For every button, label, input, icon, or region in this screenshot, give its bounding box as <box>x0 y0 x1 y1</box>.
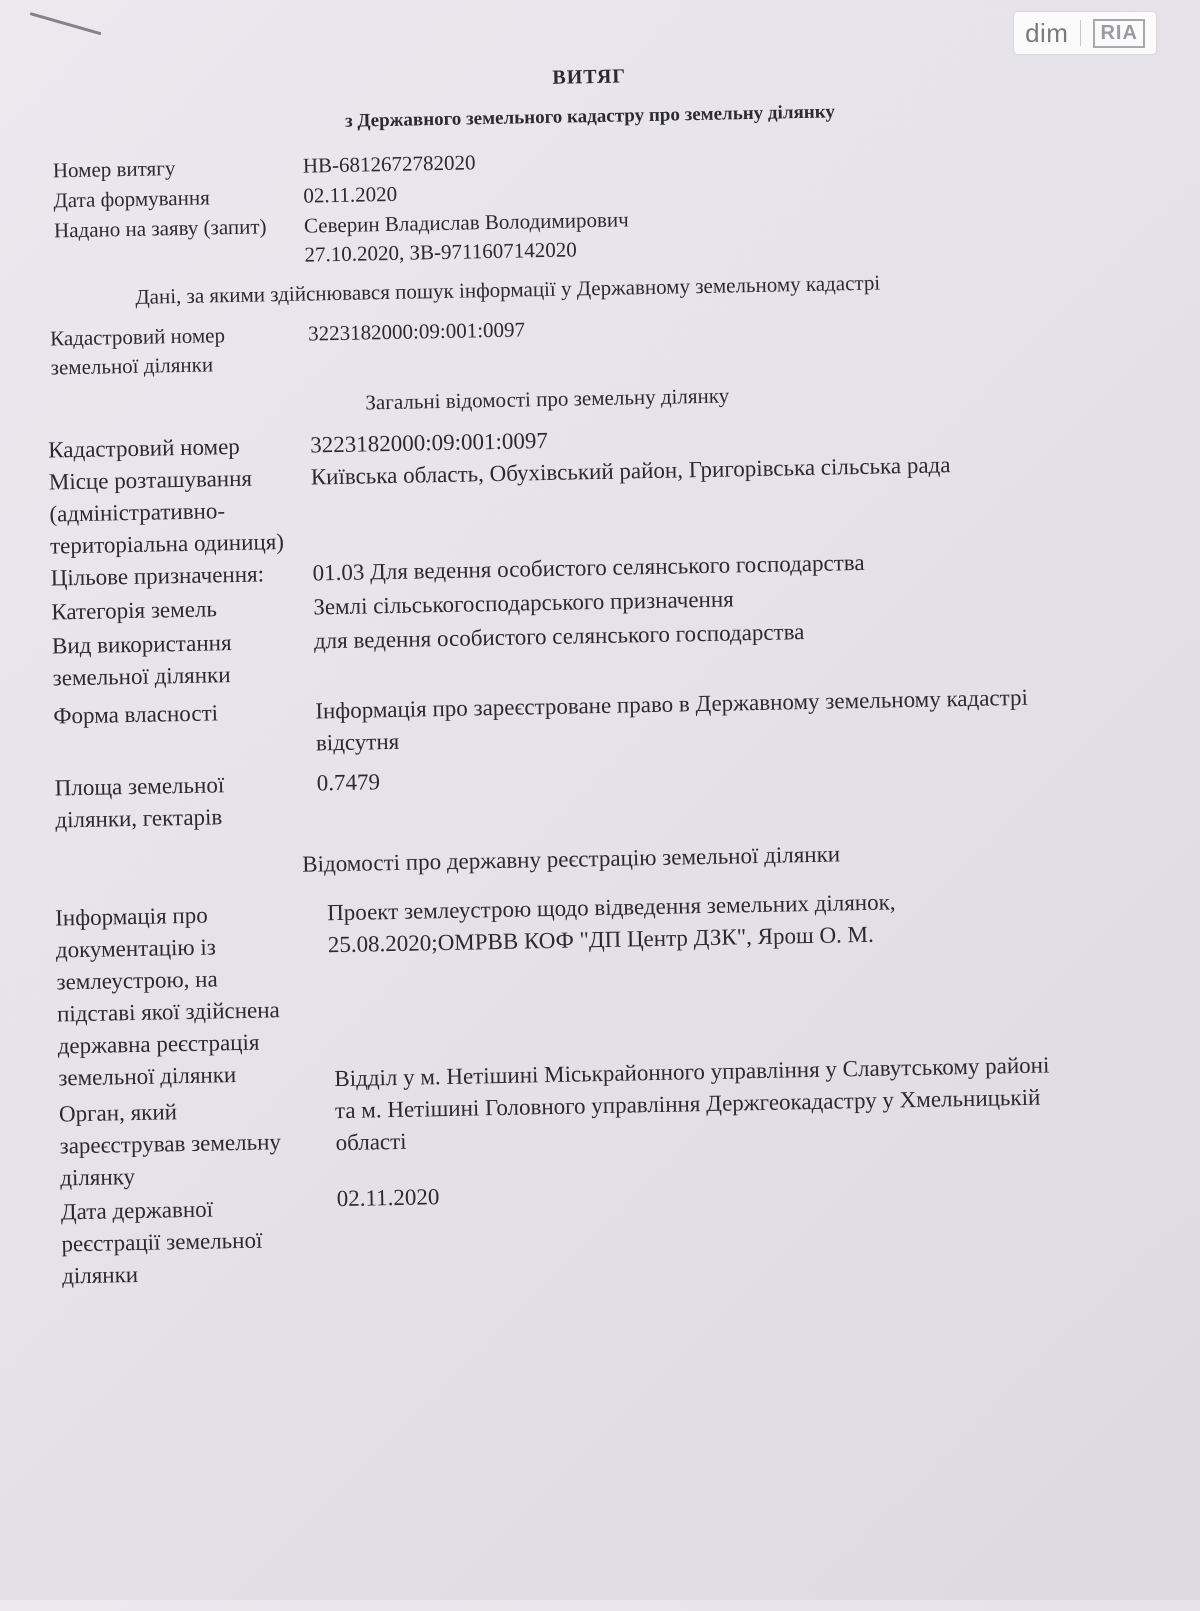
document-title: ВИТЯГ <box>552 65 627 89</box>
field-label: Площа земельної ділянки, гектарів <box>54 772 225 833</box>
field-label: Дата формування <box>53 185 210 213</box>
search-cadastral-value: 3223182000:09:001:0097 <box>307 317 526 346</box>
field-label: Надано на заяву (запит) <box>53 214 267 243</box>
cadastral-number-value: 3223182000:09:001:0097 <box>309 427 549 458</box>
extract-number-value: НВ-6812672782020 <box>302 150 476 178</box>
land-use-value: для ведення особистого селянського господарства <box>313 619 805 654</box>
field-label: Категорія земель <box>51 596 218 625</box>
ownership-form-value: Інформація про зареєстроване право в Державному земельному кадастрі відсутня <box>315 684 1029 756</box>
field-label: Інформація про документацію із землеустрою, на підставі якої здійснена державна реєстрація земельної ділянки <box>54 902 280 1091</box>
registering-body-value: Відділ у м. Нетішині Міськрайонного управління у Славутському районі та м. Нетішині Головного управління Держгеокадастру у Хмельницькій області <box>334 1052 1050 1156</box>
purpose-value: 01.03 Для ведення особистого селянського господарства <box>312 549 865 586</box>
watermark-brand: dim <box>1025 17 1069 48</box>
registration-section-heading: Відомості про державну реєстрацію земельної ділянки <box>302 841 841 877</box>
field-label: Цільове призначення: <box>50 561 265 591</box>
document-subtitle: з Державного земельного кадастру про земельну ділянку <box>344 101 836 132</box>
ria-logo-icon: RIA <box>1093 19 1144 48</box>
field-label: Орган, який зареєстрував земельну ділянку <box>58 1099 282 1191</box>
formation-date-row <box>53 167 1053 213</box>
extract-number-row <box>52 137 1053 183</box>
documentation-value: Проект землеустрою щодо відведення земельних ділянок, 25.08.2020;ОМРВВ КОФ "ДП Центр ДЗК", Ярош О. М. <box>326 889 896 958</box>
field-label: Вид використання земельної ділянки <box>51 630 232 691</box>
field-label: Дата державної реєстрації земельної ділянки <box>60 1196 263 1289</box>
search-section-heading: Дані, за якими здійснювався пошук інформації у Державному земельному кадастрі <box>135 270 881 309</box>
field-label: Місце розташування (адміністративно- територіальна одиниця) <box>48 465 285 559</box>
documentation-row <box>54 881 1175 1091</box>
field-label: Кадастровий номер <box>48 433 241 463</box>
request-value: Северин Владислав Володимирович 27.10.2020, ЗВ-9711607142020 <box>303 207 629 267</box>
registration-date-value: 02.11.2020 <box>336 1184 440 1212</box>
location-value: Київська область, Обухівський район, Григорівська сільська рада <box>310 452 951 490</box>
formation-date-value: 02.11.2020 <box>303 181 398 208</box>
area-value: 0.7479 <box>316 769 381 796</box>
field-label: Номер витягу <box>52 156 176 183</box>
area-row <box>54 751 1154 833</box>
general-section-heading: Загальні відомості про земельну ділянку <box>365 383 730 415</box>
field-label: Форма власності <box>53 700 219 729</box>
field-label: Кадастровий номер земельної ділянки <box>49 323 226 380</box>
land-category-value: Землі сільськогосподарського призначення <box>313 586 734 620</box>
cadastral-number-row <box>48 413 1148 463</box>
